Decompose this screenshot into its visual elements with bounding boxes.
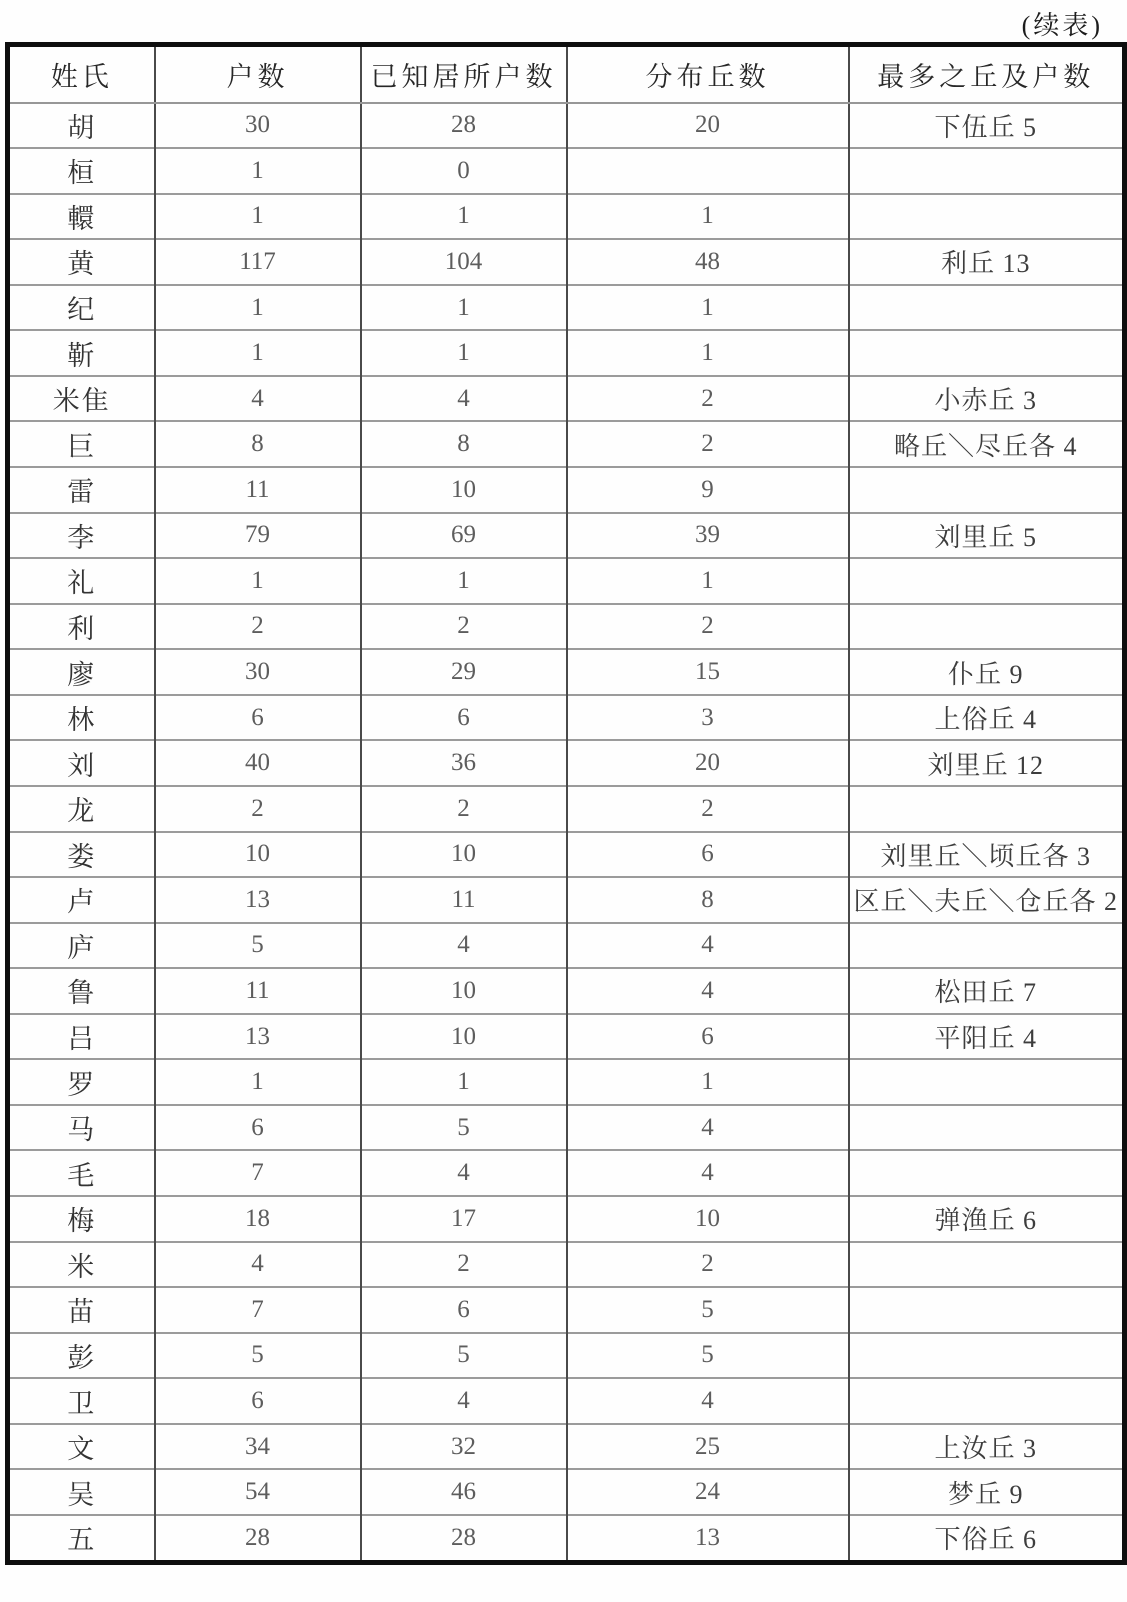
household-count-cell: 7	[155, 1287, 361, 1333]
surname-cell: 苗	[67, 1297, 97, 1328]
hill-distribution-count-cell: 1	[567, 330, 849, 376]
surname-cell: 李	[67, 522, 97, 553]
known-residence-count-cell: 4	[361, 923, 567, 969]
hill-distribution-count-cell: 6	[567, 832, 849, 878]
table-row	[8, 786, 1125, 832]
surname-cell: 马	[67, 1115, 97, 1146]
known-residence-count-cell: 10	[361, 968, 567, 1014]
table-row	[8, 285, 1125, 331]
known-residence-count-cell: 11	[361, 877, 567, 923]
table-row	[8, 877, 1125, 923]
table-row	[8, 513, 1125, 559]
known-residence-count-cell: 4	[361, 1378, 567, 1424]
hill-distribution-count-cell: 4	[567, 1105, 849, 1151]
surname-cell: 黄	[67, 249, 97, 280]
table-row	[8, 421, 1125, 467]
top-hill-cell: 松田丘 7	[849, 968, 1125, 1014]
table-row	[8, 1196, 1125, 1242]
table-row	[8, 1242, 1125, 1288]
header-household-count: 户数	[155, 45, 361, 103]
hill-distribution-count-cell: 2	[567, 604, 849, 650]
hill-distribution-count-cell: 3	[567, 695, 849, 741]
top-hill-cell	[849, 1378, 1125, 1424]
hill-distribution-count-cell: 4	[567, 1150, 849, 1196]
table-row	[8, 330, 1125, 376]
top-hill-cell	[849, 285, 1125, 331]
household-count-cell: 13	[155, 877, 361, 923]
household-count-cell: 18	[155, 1196, 361, 1242]
table-row	[8, 1469, 1125, 1515]
hill-distribution-count-cell: 1	[567, 1059, 849, 1105]
household-count-cell: 13	[155, 1014, 361, 1060]
top-hill-cell: 刘里丘＼顷丘各 3	[849, 832, 1125, 878]
table-row	[8, 604, 1125, 650]
hill-distribution-count-cell: 9	[567, 467, 849, 513]
surname-cell: 刘	[67, 750, 97, 781]
surname-cell: 鲁	[67, 978, 97, 1009]
hill-distribution-count-cell: 4	[567, 968, 849, 1014]
top-hill-cell: 区丘＼夫丘＼仓丘各 2	[849, 877, 1125, 923]
household-count-cell: 10	[155, 832, 361, 878]
top-hill-cell	[849, 1333, 1125, 1379]
table-row	[8, 1105, 1125, 1151]
top-hill-cell: 刘里丘 12	[849, 740, 1125, 786]
household-count-cell: 7	[155, 1150, 361, 1196]
table-row	[8, 1287, 1125, 1333]
top-hill-cell	[849, 1242, 1125, 1288]
table-row	[8, 376, 1125, 422]
top-hill-cell	[849, 1287, 1125, 1333]
hill-distribution-count-cell: 25	[567, 1424, 849, 1470]
household-count-cell: 1	[155, 285, 361, 331]
table-row	[8, 1059, 1125, 1105]
household-count-cell: 4	[155, 376, 361, 422]
top-hill-cell	[849, 148, 1125, 194]
household-count-cell: 28	[155, 1515, 361, 1563]
top-hill-cell: 利丘 13	[849, 239, 1125, 285]
table-row	[8, 148, 1125, 194]
surname-cell: 林	[67, 705, 97, 736]
top-hill-cell: 下伍丘 5	[849, 103, 1125, 149]
hill-distribution-count-cell: 10	[567, 1196, 849, 1242]
household-count-cell: 1	[155, 194, 361, 240]
household-count-cell: 6	[155, 1378, 361, 1424]
known-residence-count-cell: 2	[361, 1242, 567, 1288]
household-count-cell: 6	[155, 695, 361, 741]
surname-cell: 靳	[67, 340, 97, 371]
header-top-hill-and-count: 最多之丘及户数	[849, 45, 1125, 103]
known-residence-count-cell: 4	[361, 376, 567, 422]
surname-cell: 彭	[67, 1342, 97, 1373]
known-residence-count-cell: 1	[361, 1059, 567, 1105]
surname-distribution-table	[5, 42, 1127, 1565]
known-residence-count-cell: 6	[361, 1287, 567, 1333]
household-count-cell: 1	[155, 148, 361, 194]
surname-cell: 礼	[67, 568, 97, 599]
known-residence-count-cell: 10	[361, 1014, 567, 1060]
surname-cell: 罗	[67, 1069, 97, 1100]
top-hill-cell	[849, 1150, 1125, 1196]
top-hill-cell: 梦丘 9	[849, 1469, 1125, 1515]
top-hill-cell	[849, 330, 1125, 376]
top-hill-cell: 弹渔丘 6	[849, 1196, 1125, 1242]
surname-cell: 轘	[67, 203, 97, 234]
hill-distribution-count-cell: 1	[567, 558, 849, 604]
household-count-cell: 79	[155, 513, 361, 559]
table-row	[8, 923, 1125, 969]
known-residence-count-cell: 5	[361, 1333, 567, 1379]
top-hill-cell	[849, 786, 1125, 832]
top-hill-cell: 上俗丘 4	[849, 695, 1125, 741]
surname-cell: 吴	[67, 1479, 97, 1510]
hill-distribution-count-cell: 2	[567, 786, 849, 832]
hill-distribution-count-cell: 8	[567, 877, 849, 923]
known-residence-count-cell: 46	[361, 1469, 567, 1515]
surname-cell: 纪	[67, 295, 97, 326]
surname-cell: 吕	[67, 1024, 97, 1055]
hill-distribution-count-cell: 2	[567, 376, 849, 422]
surname-cell: 龙	[67, 796, 97, 827]
hill-distribution-count-cell: 1	[567, 285, 849, 331]
continuation-label: (续表)	[1021, 11, 1103, 40]
household-count-cell: 11	[155, 968, 361, 1014]
table-row	[8, 832, 1125, 878]
hill-distribution-count-cell: 5	[567, 1287, 849, 1333]
household-count-cell: 6	[155, 1105, 361, 1151]
hill-distribution-count-cell: 15	[567, 649, 849, 695]
known-residence-count-cell: 28	[361, 103, 567, 149]
household-count-cell: 8	[155, 421, 361, 467]
known-residence-count-cell: 4	[361, 1150, 567, 1196]
known-residence-count-cell: 2	[361, 786, 567, 832]
top-hill-cell: 平阳丘 4	[849, 1014, 1125, 1060]
known-residence-count-cell: 2	[361, 604, 567, 650]
known-residence-count-cell: 5	[361, 1105, 567, 1151]
table-row	[8, 695, 1125, 741]
top-hill-cell	[849, 1059, 1125, 1105]
header-surname: 姓氏	[8, 45, 155, 103]
surname-cell: 卫	[67, 1388, 97, 1419]
table-row	[8, 649, 1125, 695]
hill-distribution-count-cell: 24	[567, 1469, 849, 1515]
surname-cell: 毛	[67, 1160, 97, 1191]
header-row	[8, 45, 1125, 103]
table-row	[8, 1424, 1125, 1470]
household-count-cell: 11	[155, 467, 361, 513]
hill-distribution-count-cell: 2	[567, 1242, 849, 1288]
table-row	[8, 1333, 1125, 1379]
household-count-cell: 30	[155, 103, 361, 149]
hill-distribution-count-cell: 2	[567, 421, 849, 467]
surname-cell: 梅	[67, 1206, 97, 1237]
known-residence-count-cell: 8	[361, 421, 567, 467]
top-hill-cell	[849, 467, 1125, 513]
header-hill-distribution-count: 分布丘数	[567, 45, 849, 103]
table-row	[8, 968, 1125, 1014]
household-count-cell: 1	[155, 1059, 361, 1105]
table-header	[8, 45, 1125, 103]
household-count-cell: 2	[155, 786, 361, 832]
known-residence-count-cell: 10	[361, 467, 567, 513]
top-hill-cell: 下俗丘 6	[849, 1515, 1125, 1563]
known-residence-count-cell: 0	[361, 148, 567, 194]
top-hill-cell: 仆丘 9	[849, 649, 1125, 695]
surname-cell: 雷	[67, 477, 97, 508]
household-count-cell: 40	[155, 740, 361, 786]
table-row	[8, 1150, 1125, 1196]
table-row	[8, 558, 1125, 604]
table-row	[8, 1515, 1125, 1563]
table-body	[8, 103, 1125, 1563]
hill-distribution-count-cell: 4	[567, 923, 849, 969]
hill-distribution-count-cell: 1	[567, 194, 849, 240]
surname-cell: 庐	[67, 932, 97, 963]
surname-cell: 娄	[67, 841, 97, 872]
hill-distribution-count-cell: 5	[567, 1333, 849, 1379]
surname-cell: 胡	[67, 112, 97, 143]
hill-distribution-count-cell: 6	[567, 1014, 849, 1060]
table-row	[8, 467, 1125, 513]
surname-cell: 廖	[67, 659, 97, 690]
hill-distribution-count-cell: 4	[567, 1378, 849, 1424]
table-row	[8, 239, 1125, 285]
household-count-cell: 2	[155, 604, 361, 650]
known-residence-count-cell: 1	[361, 558, 567, 604]
household-count-cell: 117	[155, 239, 361, 285]
known-residence-count-cell: 28	[361, 1515, 567, 1563]
table-row	[8, 740, 1125, 786]
surname-cell: 利	[67, 613, 97, 644]
table-row	[8, 1014, 1125, 1060]
surname-cell: 五	[67, 1525, 97, 1556]
top-hill-cell	[849, 558, 1125, 604]
known-residence-count-cell: 1	[361, 285, 567, 331]
household-count-cell: 34	[155, 1424, 361, 1470]
hill-distribution-count-cell	[567, 148, 849, 194]
header-known-residence-count: 已知居所户数	[361, 45, 567, 103]
top-hill-cell: 略丘＼尽丘各 4	[849, 421, 1125, 467]
surname-cell: 巨	[67, 431, 97, 462]
top-hill-cell	[849, 194, 1125, 240]
household-count-cell: 54	[155, 1469, 361, 1515]
known-residence-count-cell: 36	[361, 740, 567, 786]
known-residence-count-cell: 6	[361, 695, 567, 741]
known-residence-count-cell: 104	[361, 239, 567, 285]
household-count-cell: 4	[155, 1242, 361, 1288]
known-residence-count-cell: 1	[361, 330, 567, 376]
known-residence-count-cell: 10	[361, 832, 567, 878]
hill-distribution-count-cell: 48	[567, 239, 849, 285]
hill-distribution-count-cell: 13	[567, 1515, 849, 1563]
top-hill-cell: 小赤丘 3	[849, 376, 1125, 422]
known-residence-count-cell: 32	[361, 1424, 567, 1470]
surname-cell: 文	[67, 1434, 97, 1465]
known-residence-count-cell: 29	[361, 649, 567, 695]
household-count-cell: 5	[155, 1333, 361, 1379]
household-count-cell: 5	[155, 923, 361, 969]
surname-cell: 米隹	[52, 386, 111, 417]
top-hill-cell	[849, 1105, 1125, 1151]
top-hill-cell	[849, 923, 1125, 969]
known-residence-count-cell: 69	[361, 513, 567, 559]
top-hill-cell: 上汝丘 3	[849, 1424, 1125, 1470]
top-hill-cell	[849, 604, 1125, 650]
table-row	[8, 1378, 1125, 1424]
hill-distribution-count-cell: 39	[567, 513, 849, 559]
household-count-cell: 1	[155, 558, 361, 604]
top-hill-cell: 刘里丘 5	[849, 513, 1125, 559]
household-count-cell: 1	[155, 330, 361, 376]
table-row	[8, 194, 1125, 240]
hill-distribution-count-cell: 20	[567, 103, 849, 149]
hill-distribution-count-cell: 20	[567, 740, 849, 786]
surname-cell: 卢	[67, 887, 97, 918]
table-row	[8, 103, 1125, 149]
surname-cell: 桓	[67, 158, 97, 189]
surname-cell: 米	[67, 1251, 97, 1282]
known-residence-count-cell: 17	[361, 1196, 567, 1242]
known-residence-count-cell: 1	[361, 194, 567, 240]
household-count-cell: 30	[155, 649, 361, 695]
